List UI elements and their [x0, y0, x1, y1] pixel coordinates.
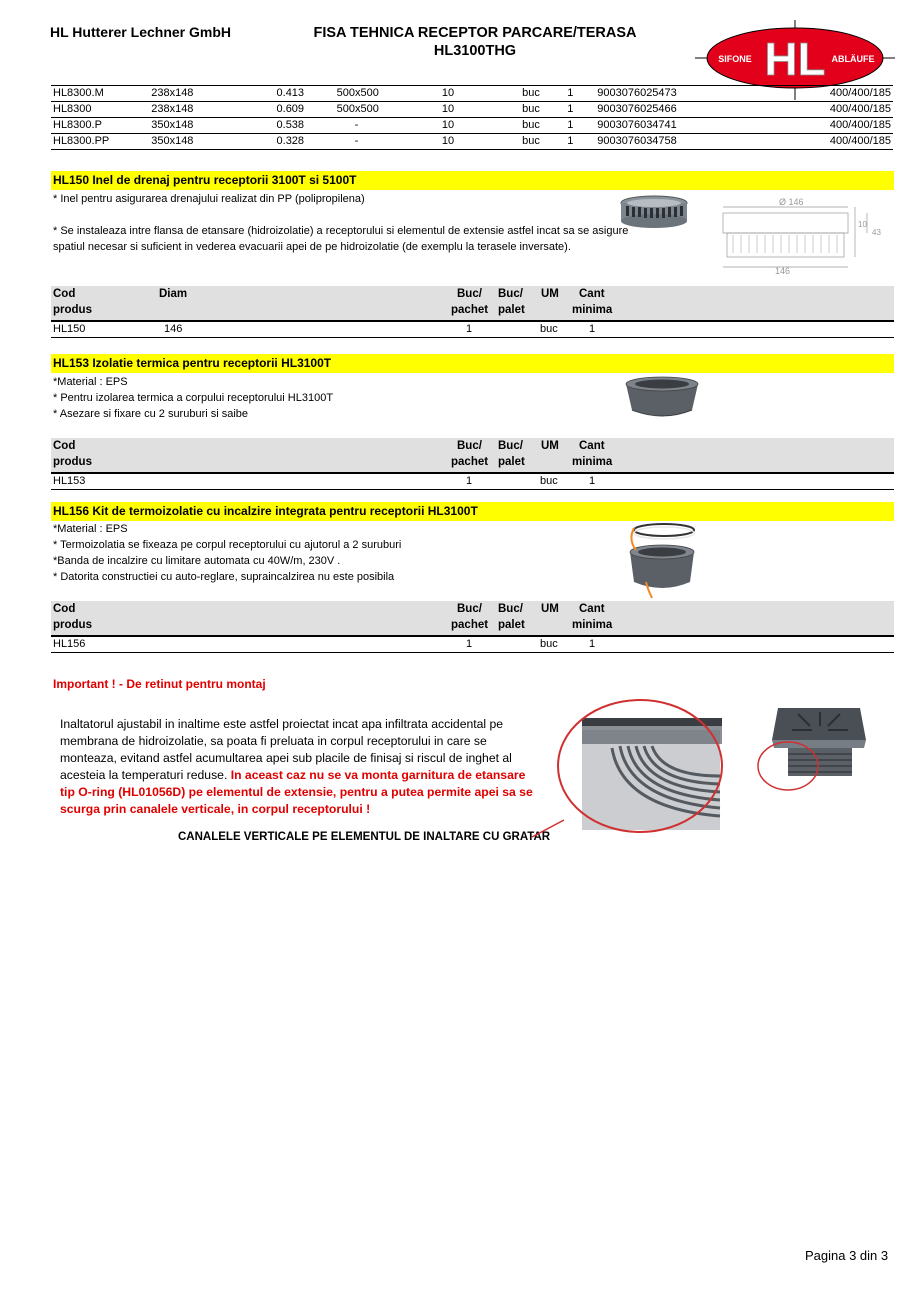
cell-cant: 1	[589, 475, 596, 487]
cell: 238x148	[149, 86, 274, 102]
table-header-hl150	[51, 286, 894, 322]
cell: 0.609	[275, 102, 335, 118]
cell: 10	[440, 102, 520, 118]
col-buc: Buc/	[457, 288, 482, 300]
cell: 10	[440, 86, 520, 102]
dim-side-2: 10	[858, 220, 867, 229]
cell: 0.413	[275, 86, 335, 102]
hl153-desc-2: * Pentru izolarea termica a corpului receptorului HL3100T	[53, 392, 334, 404]
logo-right: ABLÄUFE	[831, 54, 875, 64]
col-palet: palet	[498, 304, 525, 316]
col-um: UM	[541, 603, 559, 615]
product-table	[51, 85, 893, 150]
cell: 350x148	[149, 118, 274, 134]
cell: 1	[565, 118, 595, 134]
table-header-hl156	[51, 601, 894, 637]
cell: 400/400/185	[786, 102, 893, 118]
col-minima: minima	[572, 619, 613, 631]
col-pachet: pachet	[451, 619, 489, 631]
cell-diam: 146	[164, 323, 183, 335]
col-palet: palet	[498, 619, 525, 631]
hl156-desc-1: *Material : EPS	[53, 523, 128, 535]
cell-um: buc	[540, 323, 558, 335]
cell: 9003076034758	[595, 134, 785, 150]
cell: 1	[565, 134, 595, 150]
cell: -	[335, 118, 440, 134]
table-row	[51, 102, 893, 118]
cell: 1	[565, 102, 595, 118]
cell: -	[335, 134, 440, 150]
cell: buc	[520, 102, 565, 118]
table-row	[51, 134, 893, 150]
title-line-1: FISA TEHNICA RECEPTOR PARCARE/TERASA	[313, 25, 637, 41]
cell-cant: 1	[589, 323, 596, 335]
cell: 400/400/185	[786, 134, 893, 150]
col-cod: Cod	[53, 288, 76, 300]
col-buc-palet: Buc/	[498, 288, 523, 300]
cell: 9003076025473	[595, 86, 785, 102]
cell: 500x500	[335, 102, 440, 118]
col-cant: Cant	[579, 603, 605, 615]
cell: 9003076034741	[595, 118, 785, 134]
logo-center: HL	[764, 33, 826, 85]
dim-side-1: 43	[872, 228, 881, 237]
dim-bottom: 146	[775, 266, 791, 276]
cell-buc: 1	[466, 638, 473, 650]
col-minima: minima	[572, 304, 613, 316]
cell: buc	[520, 134, 565, 150]
title-line-2: HL3100THG	[433, 43, 517, 59]
col-cod: Cod	[53, 603, 76, 615]
section-title-hl150: HL150 Inel de drenaj pentru receptorii 3100T si 5100T	[51, 171, 894, 190]
table-row-hl156	[51, 636, 894, 653]
cell: buc	[520, 86, 565, 102]
cell: 10	[440, 134, 520, 150]
col-um: UM	[541, 440, 559, 452]
cell-um: buc	[540, 638, 558, 650]
extension-element-detail-image	[520, 690, 900, 850]
cell: 10	[440, 118, 520, 134]
thermal-insulation-image	[622, 374, 702, 422]
col-produs: produs	[53, 456, 92, 468]
col-minima: minima	[572, 456, 613, 468]
document-title	[290, 24, 660, 60]
heating-kit-image	[622, 520, 702, 600]
hl156-desc-2: * Termoizolatia se fixeaza pe corpul receptorului cu ajutorul a 2 suruburi	[53, 539, 402, 551]
col-buc: Buc/	[457, 603, 482, 615]
important-text	[60, 716, 540, 818]
cell-cod: HL153	[53, 475, 86, 487]
col-pachet: pachet	[451, 456, 489, 468]
cell-cant: 1	[589, 638, 596, 650]
drain-ring-image	[618, 193, 690, 237]
hl156-desc-4: * Datorita constructiei cu auto-reglare, supraincalzirea nu este posibila	[53, 571, 395, 583]
drain-ring-drawing	[715, 195, 880, 277]
col-buc: Buc/	[457, 440, 482, 452]
cell-buc: 1	[466, 475, 473, 487]
col-cod: Cod	[53, 440, 76, 452]
col-cant: Cant	[579, 440, 605, 452]
cell: 500x500	[335, 86, 440, 102]
important-title: Important ! - De retinut pentru montaj	[53, 677, 266, 691]
hl153-desc-1: *Material : EPS	[53, 376, 128, 388]
logo-left: SIFONE	[718, 54, 752, 64]
cell: 1	[565, 86, 595, 102]
table-header-hl153	[51, 438, 894, 474]
cell: HL8300.PP	[51, 134, 149, 150]
cell-cod: HL156	[53, 638, 86, 650]
col-buc-palet: Buc/	[498, 603, 523, 615]
col-palet: palet	[498, 456, 525, 468]
dim-top: Ø 146	[779, 197, 804, 207]
cell-buc: 1	[466, 323, 473, 335]
page-number: Pagina 3 din 3	[805, 1248, 889, 1263]
company-name: HL Hutterer Lechner GmbH	[50, 24, 231, 40]
col-buc-palet: Buc/	[498, 440, 523, 452]
col-produs: produs	[53, 619, 92, 631]
cell: 350x148	[149, 134, 274, 150]
section-title-hl153: HL153 Izolatie termica pentru receptorii HL3100T	[51, 354, 894, 373]
cell-um: buc	[540, 475, 558, 487]
important-text-normal: Inaltatorul ajustabil in inaltime este astfel proiectat incat apa infiltrata accidental pe membrana de hidroizolatie, sa poata fi preluata in corpul receptorului in care se monteaza, evitand astfel acumultarea apei sub placile de finisaj si riscul de inghet al acesteia la temperaturi reduse.	[60, 717, 512, 782]
hl150-desc-3: spatiul necesar si suficient in vederea evacuarii apei de pe hidroizolatie (de exemplu la terasele inversate).	[53, 241, 571, 253]
cell: HL8300.P	[51, 118, 149, 134]
table-row-hl150	[51, 321, 894, 338]
hl150-desc-1: * Inel pentru asigurarea drenajului realizat din PP (polipropilena)	[53, 193, 365, 205]
cell: 9003076025466	[595, 102, 785, 118]
cell: buc	[520, 118, 565, 134]
channels-caption: CANALELE VERTICALE PE ELEMENTUL DE INALTARE CU GRATAR	[178, 831, 551, 843]
cell: 238x148	[149, 102, 274, 118]
col-pachet: pachet	[451, 304, 489, 316]
table-row	[51, 118, 893, 134]
hl150-desc-2: * Se instaleaza intre flansa de etansare (hidroizolatie) a receptorului si elementul de extensie astfel incat sa se asigure	[53, 225, 629, 237]
cell: 400/400/185	[786, 118, 893, 134]
col-produs: produs	[53, 304, 92, 316]
table-row-hl153	[51, 473, 894, 490]
cell: 400/400/185	[786, 86, 893, 102]
cell: 0.328	[275, 134, 335, 150]
cell: HL8300	[51, 102, 149, 118]
col-um: UM	[541, 288, 559, 300]
table-row	[51, 86, 893, 102]
hl153-desc-3: * Asezare si fixare cu 2 suruburi si saibe	[53, 408, 249, 420]
section-title-hl156: HL156 Kit de termoizolatie cu incalzire integrata pentru receptorii HL3100T	[51, 502, 894, 521]
cell: HL8300.M	[51, 86, 149, 102]
cell: 0.538	[275, 118, 335, 134]
col-diam: Diam	[159, 288, 188, 300]
cell-cod: HL150	[53, 323, 86, 335]
hl156-desc-3: *Banda de incalzire cu limitare automata cu 40W/m, 230V .	[53, 555, 341, 567]
col-cant: Cant	[579, 288, 605, 300]
important-text-red: In aceast caz nu se va monta garnitura de etansare tip O-ring (HL01056D) pe elementul de extensie, pentru a putea permite apei sa se scurga prin canalele verticale, in corpul receptorului !	[60, 768, 533, 816]
